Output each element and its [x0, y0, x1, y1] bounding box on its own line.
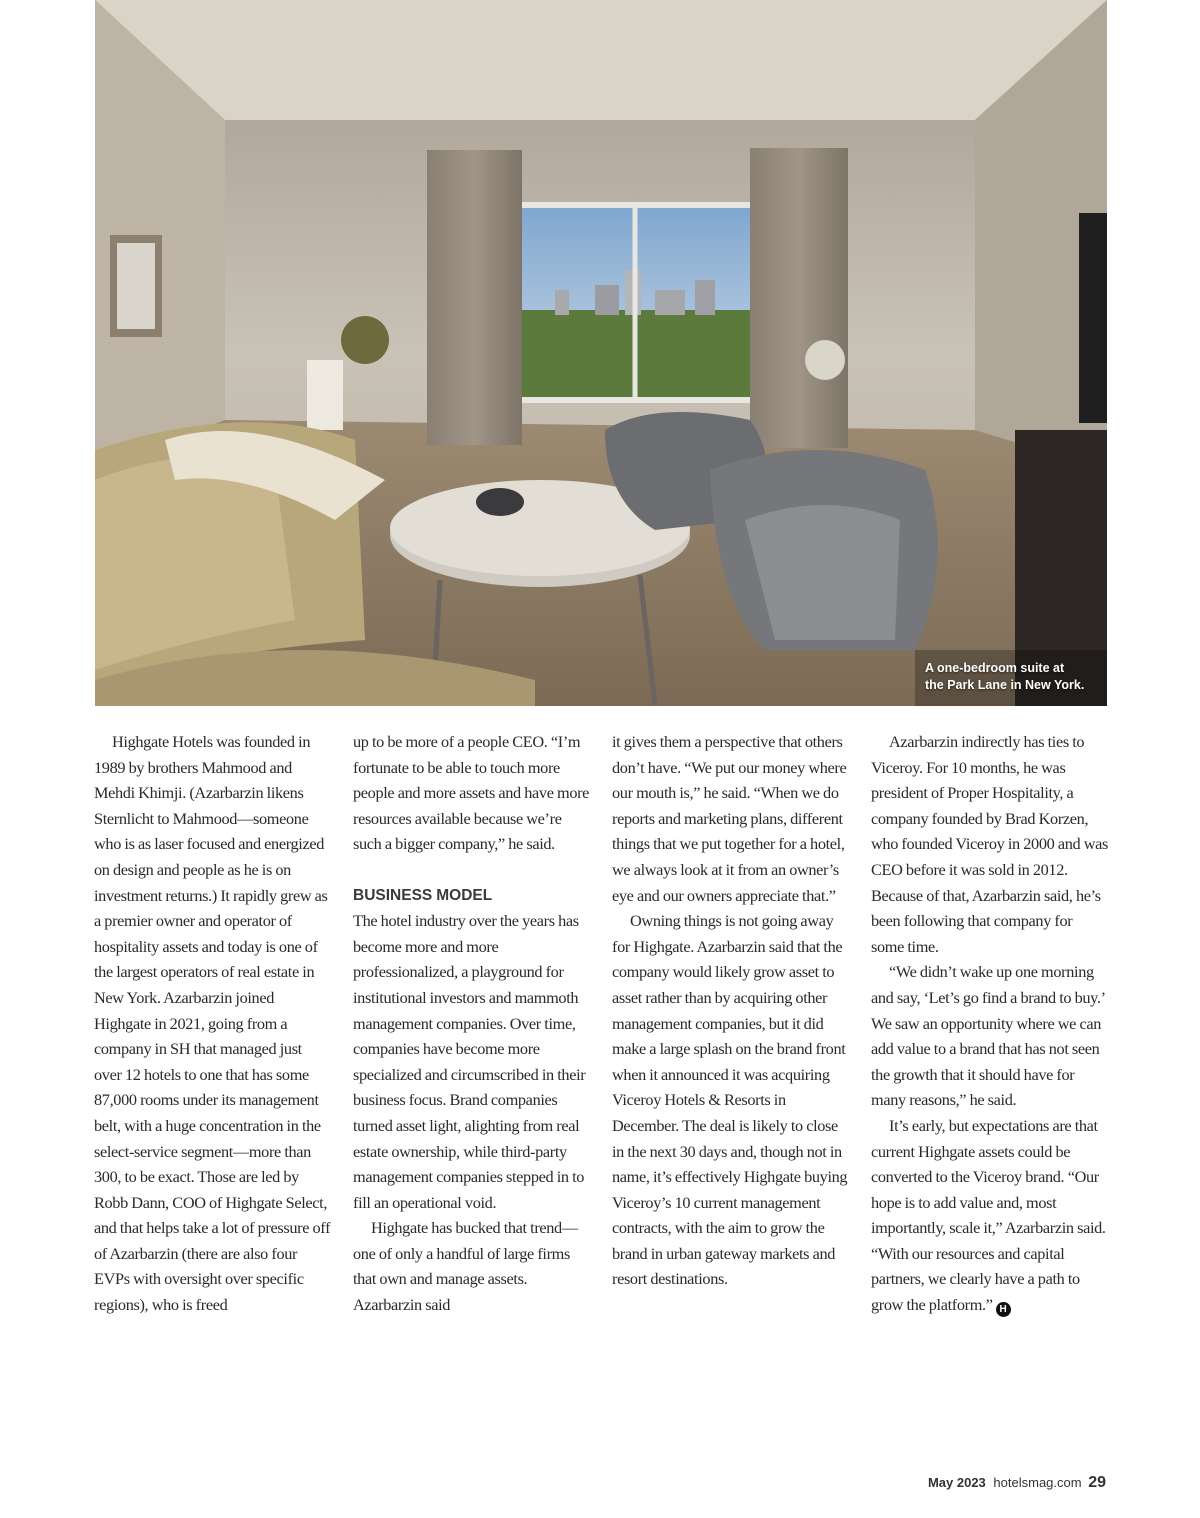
paragraph	[353, 1215, 590, 1317]
paragraph	[612, 908, 849, 1292]
paragraph-text: “We didn’t wake up one morning and say, ‘Let’s go find a brand to buy.’ We saw an opportunity where we can add value to a brand that has not seen the growth that it should have for many reasons,” he said.	[871, 962, 1105, 1110]
article-body	[94, 729, 1108, 1318]
paragraph-text: up to be more of a people CEO. “I’m fortunate to be able to touch more people and more assets and have more resources available because we’re such a bigger company,” he said.	[353, 732, 590, 854]
paragraph-text: it gives them a perspective that others don’t have. “We put our money where our mouth is,” he said. “When we do reports and marketing plans, different things that we put together for a hotel, we always look at it from an owner’s eye and our owners appreciate that.”	[612, 732, 847, 905]
article-column-3	[612, 729, 849, 1318]
issue-date: May 2023	[927, 1475, 986, 1490]
paragraph-text: Azarbarzin indirectly has ties to Viceroy. For 10 months, he was president of Proper Hospitality, a company founded by Brad Korzen, who founded Viceroy in 2000 and was CEO before it was sold in 2012. Because of that, Azarbarzin said, he’s been following that company for some time.	[871, 732, 1108, 956]
heading-text: BUSINESS MODEL	[353, 886, 493, 904]
paragraph	[612, 729, 849, 908]
paragraph	[353, 729, 590, 857]
paragraph	[871, 1113, 1108, 1318]
paragraph-text: The hotel industry over the years has become more and more professionalized, a playground for institutional investors and mammoth management companies. Over time, companies have become more specialized and circumscribed in their business focus. Brand companies turned asset light, alighting from real estate ownership, while third-party management companies stepped in to fill an operational void.	[353, 911, 586, 1212]
page-number: 29	[1088, 1474, 1106, 1491]
paragraph	[871, 729, 1108, 959]
photo-caption: A one-bedroom suite at the Park Lane in New York.	[925, 661, 1085, 692]
article-column-4	[871, 729, 1108, 1318]
hero-photo	[95, 0, 1107, 706]
paragraph-text: Highgate Hotels was founded in 1989 by brothers Mahmood and Mehdi Khimji. (Azarbarzin likens Sternlicht to Mahmood—someone who is as laser focused and energized on design and people as he is on investment returns.) It rapidly grew as a premier owner and operator of hospitality assets and today is one of the largest operators of real estate in New York. Azarbarzin joined Highgate in 2021, going from a company in SH that managed just over 12 hotels to one that has some 87,000 rooms under its management belt, with a huge concentration in the select-service segment—more than 300, to be exact. Those are led by Robb Dann, COO of Highgate Select, and that helps take a lot of pressure off of Azarbarzin (there are also four EVPs with oversight over specific regions), who is freed	[94, 732, 331, 1315]
paragraph	[94, 729, 331, 1318]
page-footer	[928, 1474, 1106, 1492]
section-heading	[353, 857, 590, 908]
paragraph	[871, 959, 1108, 1113]
website-link[interactable]: hotelsmag.com	[993, 1475, 1082, 1490]
article-column-2	[353, 729, 590, 1318]
end-of-article-icon: H	[996, 1302, 1011, 1317]
paragraph-text: Highgate has bucked that trend—one of only a handful of large firms that own and manage assets. Azarbarzin said	[353, 1218, 578, 1315]
paragraph	[353, 908, 590, 1215]
suite-illustration	[95, 0, 1107, 706]
paragraph-text: It’s early, but expectations are that current Highgate assets could be converted to the Viceroy brand. “Our hope is to add value and, most importantly, scale it,” Azarbarzin said. “With our resources and capital partners, we clearly have a path to grow the platform.”	[871, 1115, 1106, 1315]
article-column-1	[94, 729, 331, 1318]
paragraph-text: Owning things is not going away for Highgate. Azarbarzin said that the company would likely grow asset to asset rather than by acquiring other management companies, but it did make a large splash on the brand front when it announced it was acquiring Viceroy Hotels & Resorts in December. The deal is likely to close in the next 30 days and, though not in name, it’s effectively Highgate buying Viceroy’s 10 current management contracts, with the aim to grow the brand in urban gateway markets and resort destinations.	[612, 911, 848, 1289]
